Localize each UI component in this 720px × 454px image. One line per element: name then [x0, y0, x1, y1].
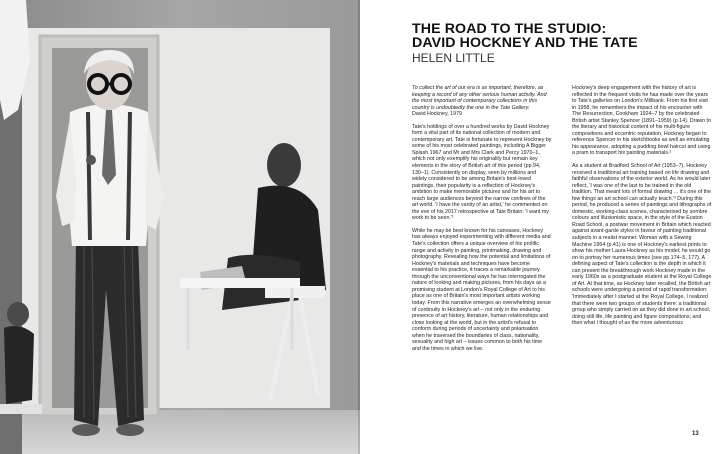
page-number: 13: [692, 431, 699, 437]
title-line-2: DAVID HOCKNEY AND THE TATE: [412, 35, 638, 51]
text-column-2: [572, 85, 712, 445]
body-paragraph: Hockney's deep engagement with the history of art is reflected in the frequent visits he has made over the years to Tate's galleries on London's Millbank. From his first visit in 1958, he remembers the impact of his encounter with The Resurrection, Cookham 1924–7 by the celebrated British artist Stanley Spencer (1891–1959) (p.14). Drawn to the literary and historical content of his multi-figure compositions and eccentric reputation, Hockney began to reference Spencer in his sketchbooks as well as emulating his appearance, adopting a pudding bowl haircut and using a pram to transport his painting materials.²: [572, 85, 711, 157]
body-paragraph: Tate's holdings of over a hundred works by David Hockney form a vital part of its national collection of modern and contemporary art. Tate is fortunate to represent Hockney by some of his most celebrated paintings, including A Bigger Splash 1967 and Mr and Mrs Clark and Percy 1970–1, which not only exemplify his originality but remain key elements in the story of British art of this period (pp.94, 130–1). Consistently on display, seen by millions and widely considered to be among Britain's best-loved paintings, their popularity is a reflection of Hockney's ambition to make memorable pictures and for his art to reach large audiences beyond the narrow confines of the art world. 'I have the vanity of an artist,' he commented on the eve of his 2017 retrospective at Tate Britain: 'I want my work to be seen.'¹: [412, 123, 552, 222]
author-name: HELEN LITTLE: [412, 51, 495, 65]
title-line-1: THE ROAD TO THE STUDIO:: [412, 21, 607, 37]
epigraph-text: To collect the art of our era is as important, therefore, as keeping a record of any other serious human activity. And the most important of contemporary collections in this country is undoubtedly the one in the Tate Gallery.: [412, 85, 547, 111]
epigraph: [412, 85, 552, 118]
chapter-title: [412, 22, 712, 50]
body-paragraph: While he may be best known for his canvases, Hockney has always enjoyed experimenting with different media and Tate's collection offers a unique overview of his prolific range and activity in painting, printmaking, drawing and photography. Revealing how the potential and limitations of Hockney's materials and techniques have become essential to his practice, it traces a remarkable journey through the unconventional ways he has interrogated the nature of looking and making pictures, from his days as a promising student at London's Royal College of Art to his place as one of Britain's most important artists working today. From this narrative emerges an overwhelming sense of continuity in Hockney's art – not only in the enduring presence of art history, literature, human relationships and close looking at the world, but in the artist's refusal to conform during periods of uncertainty and polarisation when he traversed the boundaries of class, nationality, sexuality and high art – issues common to both his time and the times in which we live.: [412, 227, 551, 352]
text-page: [360, 0, 720, 454]
text-column-1: [412, 85, 552, 445]
epigraph-attribution: David Hockney, 1979: [412, 111, 462, 118]
body-paragraph: As a student at Bradford School of Art (1953–7), Hockney received a traditional art training based on life drawing and faithful observations of the exterior world. As he would later reflect, 'I was one of the last to be trained in the old tradition. That meant lots of formal drawing ... it's one of the few things an art school can actually teach.'³ During this period, he produced a series of paintings and lithographs of domestic, working-class scenes, characterised by sombre colours and illusionistic space, in the style of the Euston Road School, a postwar movement in Britain which reacted against avant-garde styles in favour of painting traditional subjects in a realist manner. Woman with a Sewing Machine 1954 (p.41) is one of Hockney's earliest prints to show his mother Laura Hockney as his model; he would go on to portray her numerous times (see pp.174–5, 177). A defining aspect of Tate's collection is the depth in which it can present the breakthrough work Hockney made in the early 1960s as a postgraduate student at the Royal College of Art. At that time, as Hockney later recalled, the British art schools were undergoing a period of rapid transformation: 'Immediately after I started at the Royal College, I realized that there were two groups of students there: a traditional group who simply carried on as they did done in art school, doing still life, life painting and figure compositions; and then what I thought of as the more adventurous: [572, 163, 712, 327]
